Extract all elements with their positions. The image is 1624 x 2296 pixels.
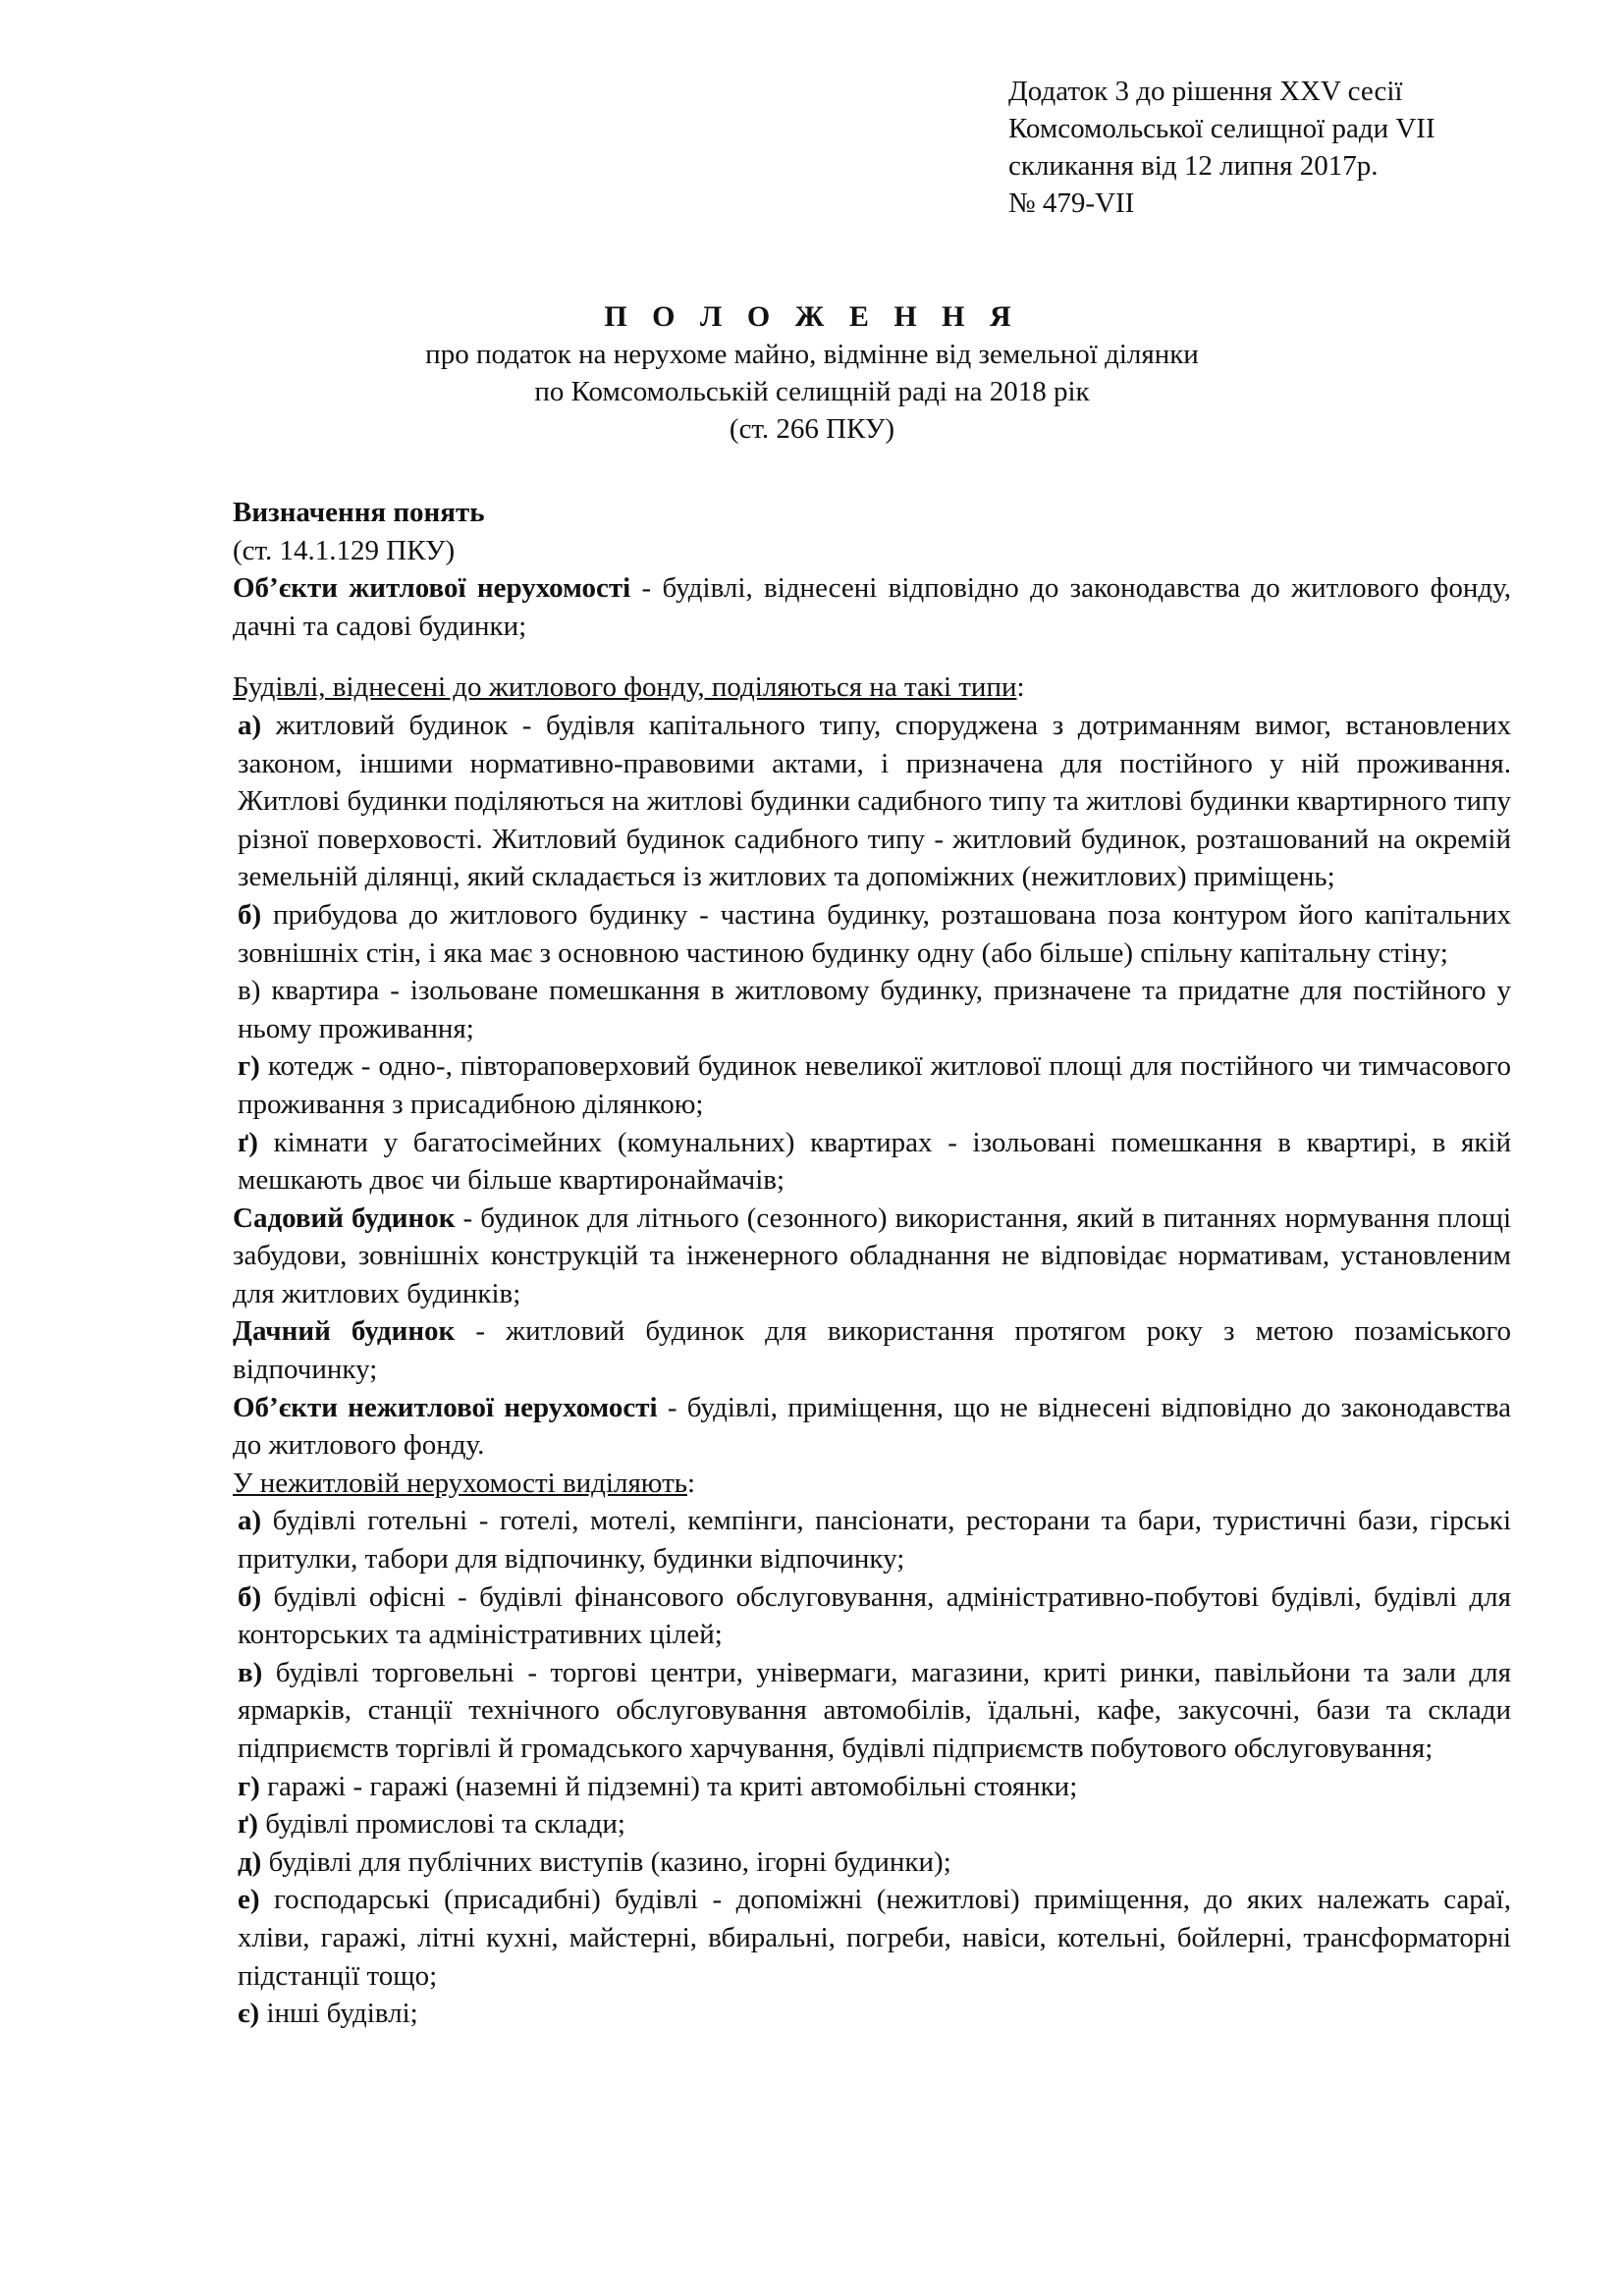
non-residential-type-item (233, 1843, 1511, 1882)
document-body (233, 494, 1511, 2033)
document-subtitle-1: про податок на нерухоме майно, відмінне від земельної ділянки (425, 339, 1199, 370)
residential-text: - будівлі, віднесені відповідно до законодавства до житлового фонду, дачні та садові будинки; (233, 572, 1512, 642)
dacha-house-definition (233, 1312, 1511, 1388)
list-item-text: прибудова до житлового будинку - частина будинку, розташована поза контуром його капітальних зовнішніх стін, і яка має з основною частиною будинку одну (або більше) спільну капітальну стіну; (238, 898, 1511, 969)
non-residential-type-item (233, 1768, 1511, 1806)
housing-types-intro-underlined: Будівлі, віднесені до житлового фонду, поділяються на такі типи (233, 671, 1017, 704)
section-heading: Визначення понять (233, 497, 485, 528)
annex-line-1: Додаток 3 до рішення XXV сесії (1008, 76, 1403, 107)
list-item-marker: е) (238, 1884, 260, 1916)
annex-line-2: Комсомольської селищної ради VII (1008, 113, 1435, 144)
list-item-text: житловий будинок - будівля капітального типу, споруджена з дотриманням вимог, встановлених законом, іншими нормативно-правовими актами, і призначена для постійного у ній проживання. Житлові будинки поділяються на житлові будинки садибного типу та житлові будинки квартирного типу різної поверховості. Житловий будинок садибного типу - житловий будинок, розташований на окремій земельній ділянці, який складається із житлових та допоміжних (нежитлових) приміщень; (238, 709, 1511, 893)
list-item-marker: б) (238, 898, 262, 931)
list-item-marker: г) (238, 1770, 260, 1802)
list-item-marker: є) (238, 1998, 260, 2030)
non-residential-intro (233, 1465, 1511, 1503)
housing-type-item (233, 1124, 1511, 1200)
list-item-text: будівлі готельні - готелі, мотелі, кемпінги, пансіонати, ресторани та бари, туристичні бази, гірські притулки, табори для відпочинку, будинки відпочинку; (238, 1505, 1511, 1575)
non-residential-intro-underlined: У нежитловій нерухомості виділяють (233, 1467, 687, 1499)
list-item-marker: а) (238, 709, 262, 741)
housing-type-item (233, 707, 1511, 896)
list-item-text: кімнати у багатосімейних (комунальних) квартирах - ізольовані помешкання в квартирі, в якій мешкають двоє чи більше квартиронаймачів; (238, 1126, 1511, 1197)
garden-house-text: - будинок для літнього (сезонного) використання, який в питаннях нормування площі забудови, зовнішніх конструкцій та інженерного обладнання не відповідає нормативам, установленим для житлових будинків; (233, 1201, 1511, 1309)
non-residential-intro-tail: : (686, 1467, 696, 1499)
list-item-text: господарські (присадибні) будівлі - допоміжні (нежитлові) приміщення, до яких належать сараї, хліви, гаражі, літні кухні, майстерні, вбиральні, погреби, навіси, котельні, бойлерні, трансформаторні підстанції тощо; (238, 1884, 1511, 1992)
list-item-text: будівлі промислові та склади; (257, 1808, 625, 1841)
list-item-text: будівлі торговельні - торгові центри, універмаги, магазини, криті ринки, павільйони та зали для ярмарків, станції технічного обслуговування автомобілів, їдальні, кафе, закусочні, бази та склади підприємств торгівлі й громадського харчування, будівлі підприємств побутового обслуговування; (238, 1656, 1511, 1764)
non-residential-definition (233, 1389, 1511, 1465)
non-residential-type-item (233, 1995, 1511, 2033)
document-subtitle-3: (ст. 266 ПКУ) (729, 413, 895, 445)
list-item-marker: в) (238, 1656, 263, 1688)
housing-types-intro-tail: : (1016, 671, 1025, 704)
list-item-text: в) квартира - ізольоване помешкання в житловому будинку, призначене та придатне для постійного у ньому проживання; (238, 975, 1511, 1044)
garden-house-term: Садовий будинок (233, 1201, 456, 1234)
residential-term: Об’єкти житлової нерухомості (233, 572, 631, 605)
annex-line-3: скликання від 12 липня 2017р. (1008, 150, 1379, 182)
list-item-text: будівлі офісні - будівлі фінансового обслуговування, адміністративно-побутові будівлі, будівлі для конторських та адміністративних цілей; (238, 1580, 1511, 1651)
non-residential-type-item (233, 1881, 1511, 1995)
non-residential-type-item (233, 1578, 1511, 1654)
housing-type-item (233, 972, 1511, 1047)
non-residential-text: - будівлі, приміщення, що не віднесені відповідно до законодавства до житлового фонду. (233, 1391, 1511, 1462)
annex-line-4: № 479-VII (1008, 187, 1135, 219)
housing-types-intro (233, 668, 1511, 707)
list-item-marker: г) (238, 1050, 260, 1083)
document-title: П О Л О Ж Е Н Н Я (604, 300, 1020, 333)
list-item-marker: ґ) (238, 1808, 258, 1841)
list-item-marker: ґ) (238, 1126, 258, 1158)
non-residential-term: Об’єкти нежитлової нерухомості (233, 1391, 658, 1423)
list-item-marker: д) (238, 1845, 262, 1878)
section-reference: (ст. 14.1.129 ПКУ) (233, 534, 456, 566)
non-residential-type-item (233, 1805, 1511, 1843)
dacha-house-text: - житловий будинок для використання протягом року з метою позаміського відпочинку; (233, 1315, 1511, 1386)
paragraph-gap (233, 645, 1511, 668)
dacha-house-term: Дачний будинок (233, 1315, 456, 1348)
list-item-text: котедж - одно-, півтораповерховий будинок невеликої житлової площі для постійного чи тимчасового проживання з присадибною ділянкою; (238, 1050, 1511, 1120)
garden-house-definition (233, 1200, 1511, 1313)
list-item-text: будівлі для публічних виступів (казино, ігорні будинки); (261, 1845, 951, 1878)
non-residential-type-item (233, 1502, 1511, 1577)
annex-header (1008, 73, 1435, 222)
residential-definition (233, 569, 1511, 645)
housing-type-item (233, 896, 1511, 972)
document-subtitle-2: по Комсомольській селищній раді на 2018 рік (534, 376, 1090, 407)
non-residential-type-item (233, 1654, 1511, 1768)
document-title-block (0, 298, 1624, 448)
list-item-marker: а) (238, 1505, 262, 1537)
list-item-text: інші будівлі; (259, 1998, 418, 2030)
housing-types-list (233, 707, 1511, 1200)
list-item-marker: б) (238, 1580, 262, 1613)
non-residential-types-list (233, 1502, 1511, 2032)
housing-type-item (233, 1047, 1511, 1123)
list-item-text: гаражі - гаражі (наземні й підземні) та криті автомобільні стоянки; (259, 1770, 1078, 1802)
